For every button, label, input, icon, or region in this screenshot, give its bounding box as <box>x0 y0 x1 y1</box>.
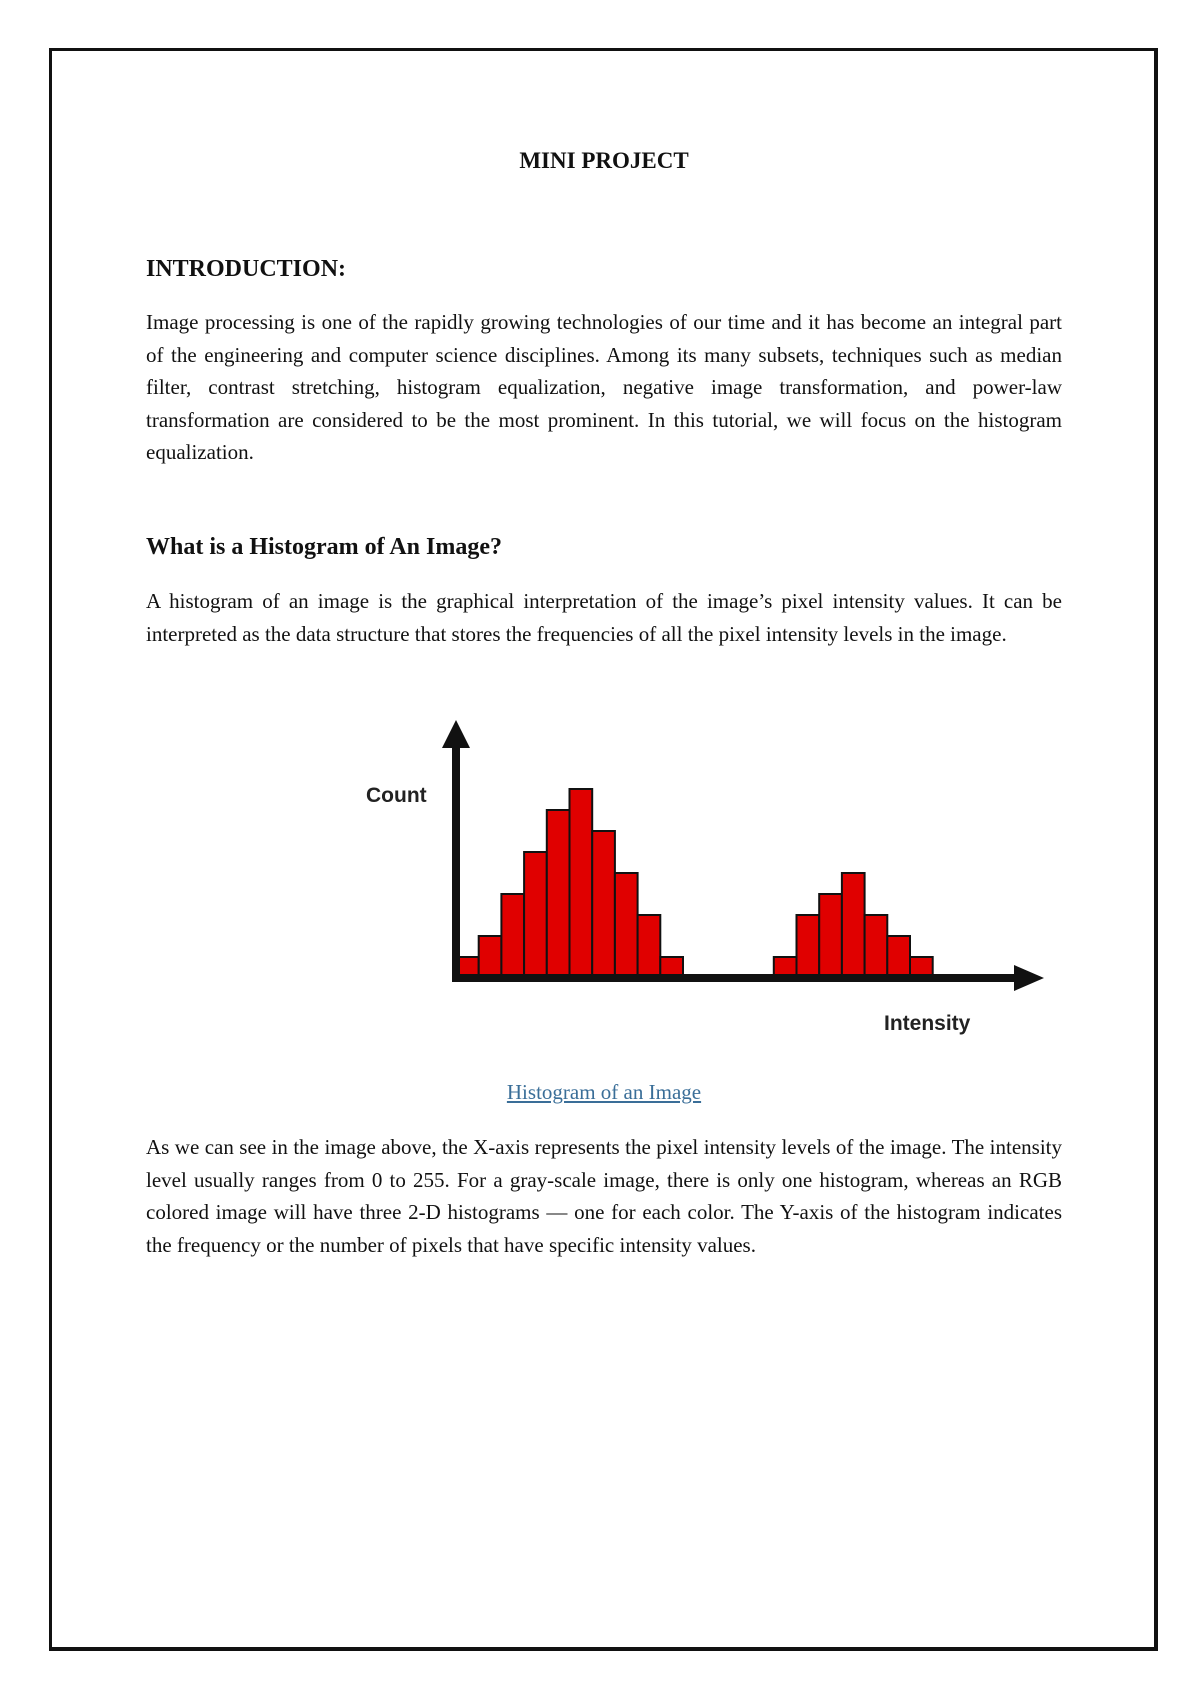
histogram-chart <box>346 716 1066 1046</box>
histogram-bar-9 <box>638 915 661 978</box>
figure-caption <box>146 1080 1062 1105</box>
histogram-paragraph: A histogram of an image is the graphical interpretation of the image’s pixel intensity values. It can be interpreted as the data structure that stores the frequencies of all the pixel intensity levels in the image. <box>146 589 1062 646</box>
histogram-bar-18 <box>842 873 865 978</box>
histogram-bar-4 <box>524 852 547 978</box>
histogram-figure <box>346 716 1066 1046</box>
histogram-bar-2 <box>479 936 502 978</box>
figure-caption-link[interactable]: Histogram of an Image <box>506 1080 702 1104</box>
histogram-bar-7 <box>592 831 615 978</box>
histogram-bar-16 <box>797 915 820 978</box>
document-title: MINI PROJECT <box>519 148 689 173</box>
introduction-paragraph: Image processing is one of the rapidly growing technologies of our time and it has become an integral part of the engineering and computer science disciplines. Among its many subsets, techniques such as median filter, contrast stretching, histogram equalization, negative image transformation, and power-law transformation are considered to be the most prominent. In this tutorial, we will focus on the histogram equalization. <box>146 310 1062 464</box>
histogram-bar-20 <box>887 936 910 978</box>
introduction-heading: INTRODUCTION: <box>146 256 347 282</box>
x-axis-label: Intensity <box>884 1012 971 1035</box>
histogram-bar-3 <box>501 894 524 978</box>
histogram-bar-5 <box>547 810 570 978</box>
y-axis-label: Count <box>366 784 427 807</box>
histogram-bars <box>456 789 933 978</box>
x-axis-arrow <box>1014 965 1044 991</box>
histogram-bar-8 <box>615 873 638 978</box>
histogram-bar-17 <box>819 894 842 978</box>
axis-explanation-paragraph: As we can see in the image above, the X-axis represents the pixel intensity levels of the image. The intensity level usually ranges from 0 to 255. For a gray-scale image, there is only one histogram, whereas an RGB colored image will have three 2-D histograms — one for each color. The Y-axis of the histogram indicates the frequency or the number of pixels that have specific intensity values. <box>146 1135 1062 1257</box>
histogram-heading: What is a Histogram of An Image? <box>146 534 502 560</box>
histogram-bar-19 <box>865 915 888 978</box>
histogram-bar-6 <box>570 789 593 978</box>
y-axis-arrow <box>442 720 470 748</box>
